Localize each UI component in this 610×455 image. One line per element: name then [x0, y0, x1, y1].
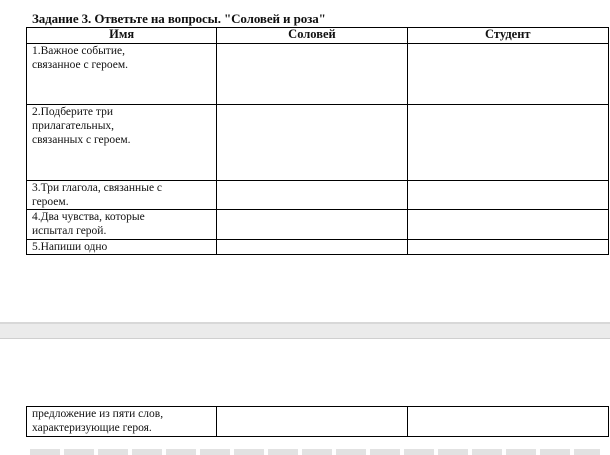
header-nightingale: Соловей: [217, 28, 407, 44]
question-5: 5.Напиши одно: [27, 240, 217, 255]
document-page-bottom: [0, 339, 610, 455]
answer-cell-nightingale[interactable]: [217, 240, 407, 255]
table-row: [27, 105, 609, 181]
table-row: [27, 44, 609, 105]
task-title: Задание 3. Ответьте на вопросы. "Соловей и роза": [32, 11, 326, 26]
table-row: [27, 181, 609, 210]
answer-cell-student[interactable]: [407, 44, 608, 105]
answer-cell-nightingale[interactable]: [217, 44, 407, 105]
table-row: [27, 210, 609, 240]
next-line-fragment: [30, 449, 600, 455]
header-name: Имя: [27, 28, 217, 44]
answer-cell-student[interactable]: [407, 240, 608, 255]
question-1: 1.Важное событие, связанное с героем.: [27, 44, 217, 105]
answer-cell-student[interactable]: [407, 407, 608, 437]
questions-table: [26, 27, 609, 255]
questions-table-continuation: [26, 406, 609, 437]
answer-cell-student[interactable]: [407, 105, 608, 181]
answer-cell-student[interactable]: [407, 210, 608, 240]
answer-cell-nightingale[interactable]: [217, 210, 407, 240]
table-row: [27, 240, 609, 255]
answer-cell-nightingale[interactable]: [217, 407, 407, 437]
answer-cell-nightingale[interactable]: [217, 181, 407, 210]
question-3: 3.Три глагола, связанные с героем.: [27, 181, 217, 210]
question-2: 2.Подберите три прилагательных, связанных с героем.: [27, 105, 217, 181]
answer-cell-nightingale[interactable]: [217, 105, 407, 181]
header-student: Студент: [407, 28, 608, 44]
table-header-row: [27, 28, 609, 44]
question-5-continuation: предложение из пяти слов, характеризующие героя.: [27, 407, 217, 437]
answer-cell-student[interactable]: [407, 181, 608, 210]
question-4: 4.Два чувства, которые испытал герой.: [27, 210, 217, 240]
table-row: [27, 407, 609, 437]
page-break: [0, 322, 610, 339]
